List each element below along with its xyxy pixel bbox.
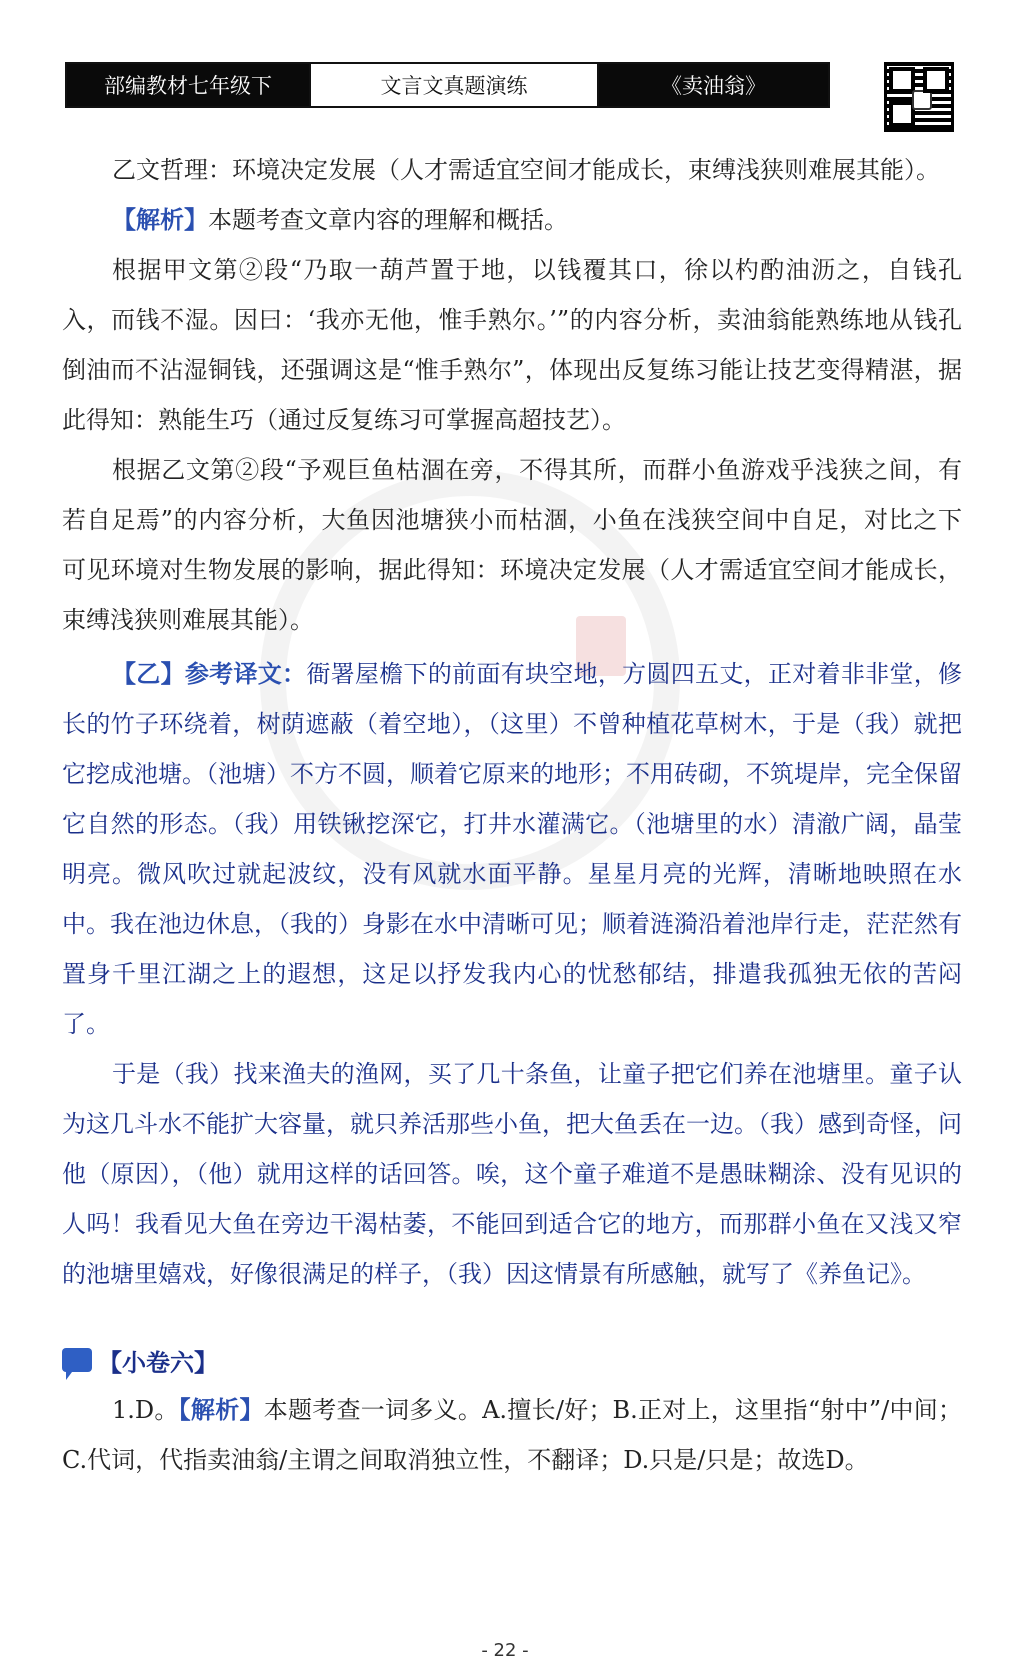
header-bar: [65, 62, 830, 108]
paragraph-translation-2: 于是（我）找来渔夫的渔网，买了几十条鱼，让童子把它们养在池塘里。童子认为这几斗水不能扩大容量，就只养活那些小鱼，把大鱼丢在一边。（我）感到奇怪，问他（原因），（他）就用这样的话回答。唉，这个童子难道不是愚昧糊涂、没有见识的人吗！我看见大鱼在旁边干渴枯萎，不能回到适合它的地方，而那群小鱼在又浅又窄的池塘里嬉戏，好像很满足的样子，（我）因这情景有所感触，就写了《养鱼记》。: [62, 1060, 962, 1288]
paragraph-analysis-intro: [62, 195, 962, 245]
paragraph-analysis-jia: 根据甲文第②段“乃取一葫芦置于地，以钱覆其口，徐以杓酌油沥之，自钱孔入，而钱不湿。因曰：‘我亦无他，惟手熟尔。’”的内容分析，卖油翁能熟练地从钱孔倒油而不沾湿铜钱，还强调这是“惟手熟尔”，体现出反复练习能让技艺变得精湛，据此得知：熟能生巧（通过反复练习可掌握高超技艺）。: [62, 256, 962, 434]
header-left: 部编教材七年级下: [67, 64, 309, 106]
question-1-answer: [62, 1385, 962, 1485]
page-content: [62, 145, 962, 1485]
question-1-text: 本题考查一词多义。A.擅长/好；B.正对上，这里指“射中”/中间；C.代词，代指卖油翁/主谓之间取消独立性，不翻译；D.只是/只是；故选D。: [62, 1396, 963, 1474]
comment-bubble-icon: [62, 1348, 92, 1372]
section-title: 【小卷六】: [98, 1347, 218, 1377]
translation-label: 【乙】参考译文：: [112, 659, 307, 688]
section-heading: [62, 1335, 962, 1385]
paragraph-translation: [62, 649, 962, 1049]
header-center: 文言文真题演练: [309, 64, 599, 106]
qr-code-icon: [884, 62, 954, 132]
header-right: 《卖油翁》: [599, 64, 828, 106]
analysis-intro-text: 本题考查文章内容的理解和概括。: [208, 206, 568, 234]
analysis-label: 【解析】: [112, 205, 208, 234]
paragraph-analysis-yi: 根据乙文第②段“予观巨鱼枯涸在旁，不得其所，而群小鱼游戏乎浅狭之间，有若自足焉”的内容分析，大鱼因池塘狭小而枯涸，小鱼在浅狭空间中自足，对比之下可见环境对生物发展的影响，据此得知：环境决定发展（人才需适宜空间才能成长，束缚浅狭则难展其能）。: [62, 456, 962, 634]
translation-text: 衙署屋檐下的前面有块空地，方圆四五丈，正对着非非堂，修长的竹子环绕着，树荫遮蔽（着空地），（这里）不曾种植花草树木，于是（我）就把它挖成池塘。（池塘）不方不圆，顺着它原来的地形；不用砖砌，不筑堤岸，完全保留它自然的形态。（我）用铁锹挖深它，打井水灌满它。（池塘里的水）清澈广阔，晶莹明亮。微风吹过就起波纹，没有风就水面平静。星星月亮的光辉，清晰地映照在水中。我在池边休息，（我的）身影在水中清晰可见；顺着涟漪沿着池岸行走，茫茫然有置身千里江湖之上的遐想，这足以抒发我内心的忧愁郁结，排遣我孤独无依的苦闷了。: [62, 660, 963, 1038]
question-1-number: 1.D。: [112, 1396, 179, 1424]
page-number: - 22 -: [481, 1640, 529, 1661]
paragraph-philosophy: 乙文哲理：环境决定发展（人才需适宜空间才能成长，束缚浅狭则难展其能）。: [112, 156, 940, 184]
question-1-label: 【解析】: [178, 1395, 264, 1424]
